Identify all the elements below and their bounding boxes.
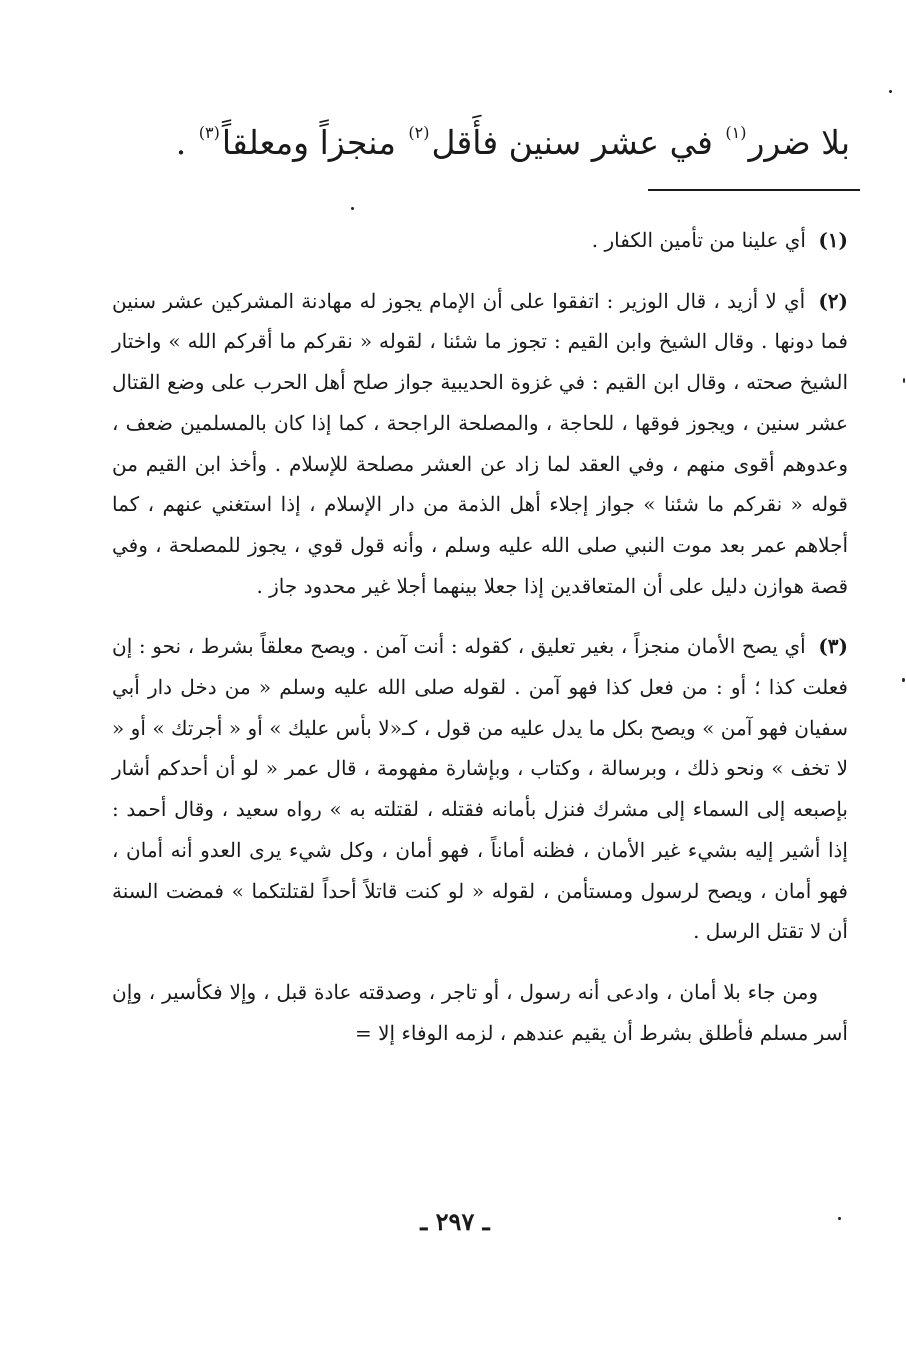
- main-text-part-2: في عشر سنين فأَقل: [431, 123, 713, 162]
- footnote-ref-3: (٣): [198, 123, 220, 142]
- footnote-separator-rule: [648, 189, 860, 191]
- scan-speck: [903, 378, 905, 383]
- page-number: ـ ٢٩٧ ـ: [420, 1207, 490, 1236]
- footnote-3-number: (٣): [818, 634, 849, 659]
- footnote-2: [112, 281, 848, 607]
- main-text-line: [175, 118, 850, 168]
- footnote-3: [112, 626, 848, 952]
- scan-speck: [351, 207, 354, 210]
- footnote-1-text: أي علينا من تأمين الكفار .: [591, 228, 806, 252]
- main-text-part-3: منجزاً ومعلقاً: [221, 123, 396, 162]
- scan-speck: [838, 1217, 841, 1220]
- footnote-1-number: (١): [818, 228, 848, 252]
- footnote-ref-1: (١): [725, 123, 747, 142]
- footnote-2-text: أي لا أزيد ، قال الوزير : اتفقوا على أن الإمام يجوز له مهادنة المشركين عشر سنين فما دونها . وقال الشيخ وابن القيم : تجوز ما شئنا ، لقوله « نقركم ما أقركم الله » واختار الشيخ صحته ، وقال ابن القيم : في غزوة الحديبية جواز صلح أهل الحرب على وضع القتال عشر سنين ، ويجوز فوقها ، للحاجة ، والمصلحة الراجحة ، كما إذا كان بالمسلمين ضعف ، وعدوهم أقوى منهم ، وفي العقد لما زاد عن العشر مصلحة للإسلام . وأخذ ابن القيم من قوله « نقركم ما شئنا » جواز إجلاء أهل الذمة من دار الإسلام ، إذا استغني عنهم ، كما أجلاهم عمر بعد موت النبي صلى الله عليه وسلم ، وأنه قول قوي ، يجوز للمصلحة ، وفي قصة هوازن دليل على أن المتعاقدين إذا جعلا بينهما أجلا غير محدود جاز .: [112, 288, 848, 598]
- scan-speck: [902, 678, 905, 682]
- footnote-3-text: أي يصح الأمان منجزاً ، بغير تعليق ، كقوله : أنت آمن . ويصح معلقاً بشرط ، نحو : إن فعلت كذا ؛ أو : من فعل كذا فهو آمن . لقوله صلى الله عليه وسلم « من دخل دار أبي سفيان فهو آمن » ويصح بكل ما يدل عليه من قول ، كـ«لا بأس عليك » أو « أجرتك » أو « لا تخف » ونحو ذلك ، وبرسالة ، وكتاب ، وبإشارة مفهومة ، قال عمر « لو أن أحدكم أشار بإصبعه إلى السماء إلى مشرك فنزل بأمانه فقتله ، لقتلته به » رواه سعيد ، وقال أحمد : إذا أشير إليه بشيء غير الأمان ، فظنه أماناً ، فهو أمان ، وكل شيء يرى العدو أنه أمان ، فهو أمان ، ويصح لرسول ومستأمن ، لقوله « لو كنت قاتلاً أحداً لقتلتكما » فمضت السنة أن لا تقتل الرسل .: [112, 634, 849, 944]
- footnotes-section: [112, 220, 848, 1053]
- footnote-ref-2: (٢): [408, 123, 430, 142]
- continuation-paragraph: ومن جاء بلا أمان ، وادعى أنه رسول ، أو تاجر ، وصدقته عادة قبل ، وإلا فكأسير ، وإن أسر مسلم فأطلق بشرط أن يقيم عندهم ، لزمه الوفاء إلا =: [112, 979, 848, 1045]
- main-text-end: .: [175, 123, 187, 162]
- scan-speck: [889, 90, 892, 93]
- footnote-1: [112, 220, 848, 261]
- main-text-part-1: بلا ضرر: [748, 123, 850, 162]
- footnote-2-number: (٢): [818, 288, 849, 313]
